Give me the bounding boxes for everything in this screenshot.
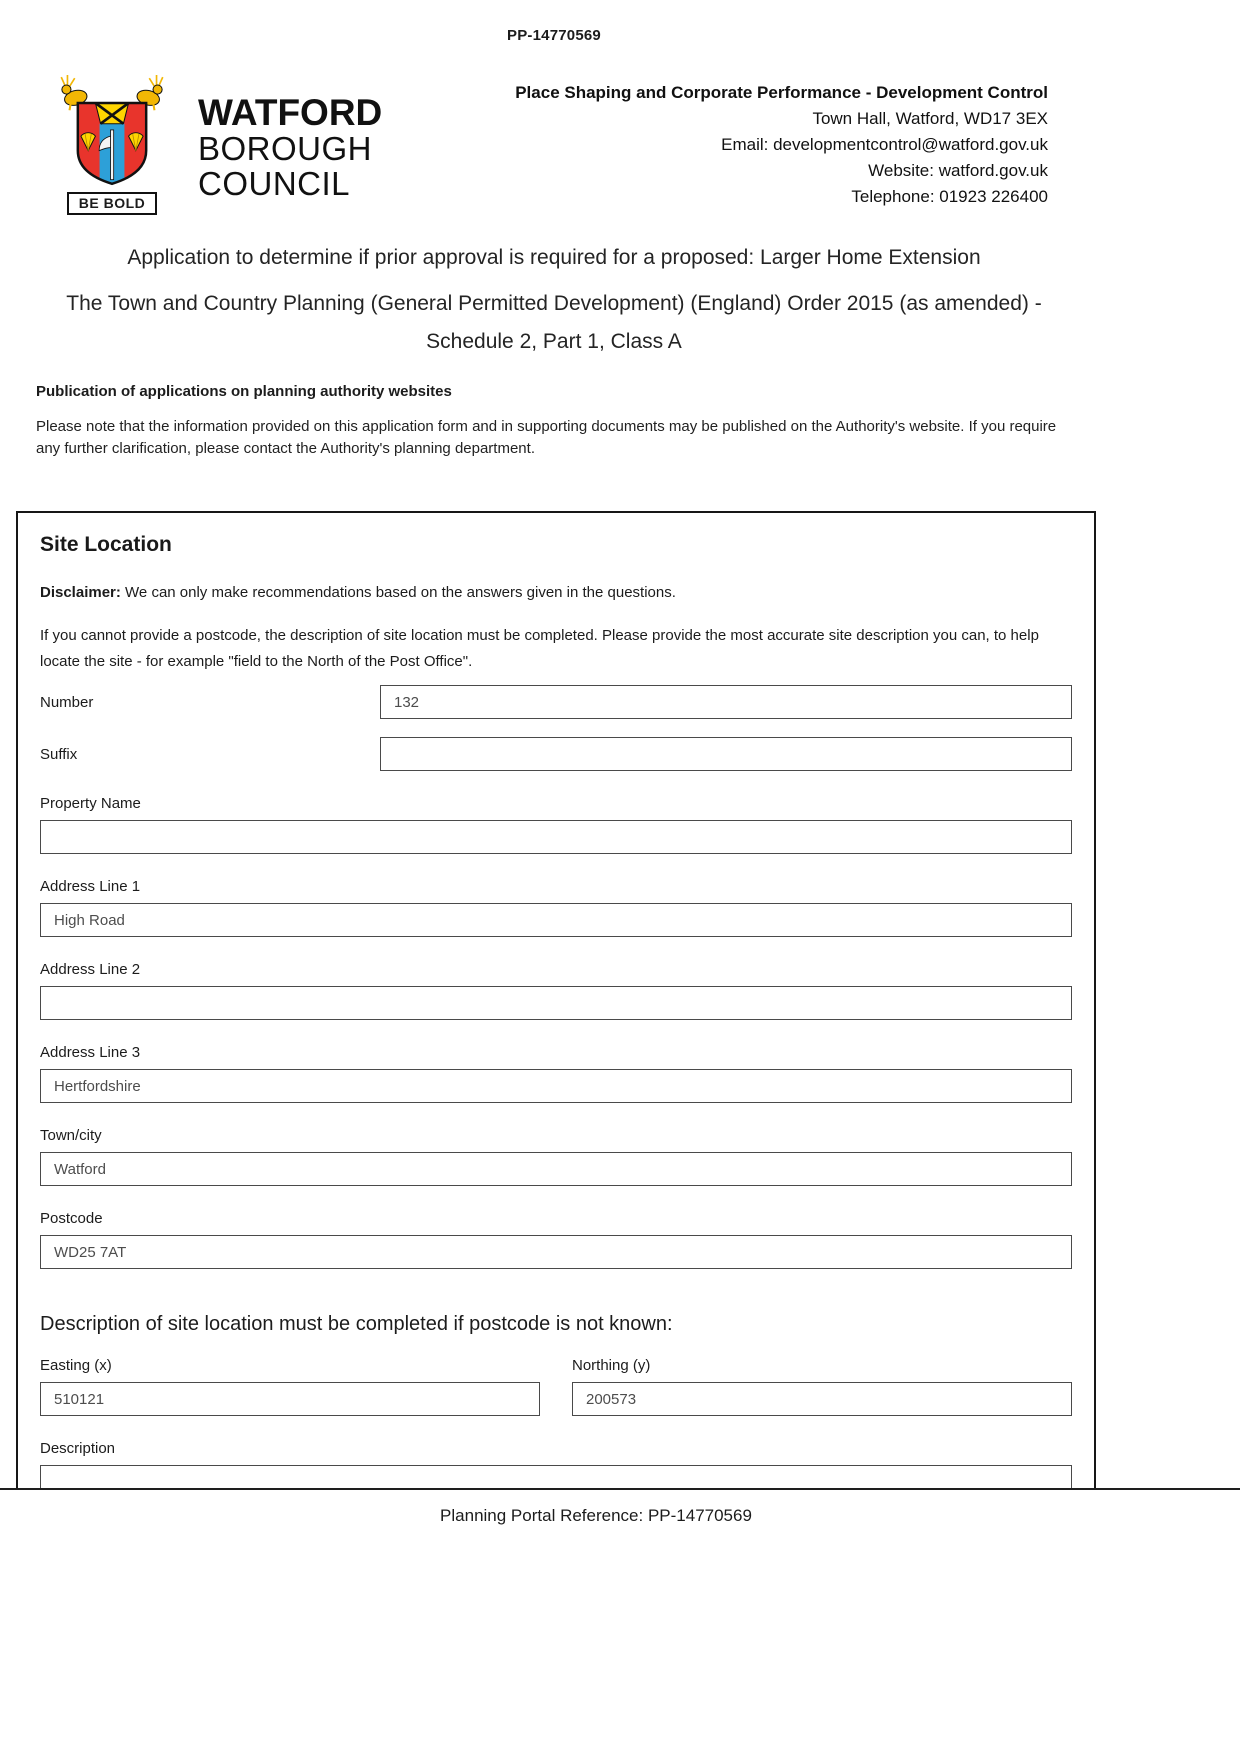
council-crest-icon — [47, 74, 177, 190]
department-name: Place Shaping and Corporate Performance - Development Control — [515, 83, 1048, 102]
easting-input[interactable] — [40, 1382, 540, 1416]
publication-heading: Publication of applications on planning authority websites — [36, 383, 452, 400]
form-header — [36, 74, 1072, 215]
planning-portal-reference: Planning Portal Reference: PP-14770569 — [440, 1506, 752, 1525]
address-line-3-field — [40, 1044, 1072, 1103]
council-wordmark — [198, 94, 382, 201]
northing-field — [572, 1337, 1072, 1416]
address-line-2-label: Address Line 2 — [40, 961, 141, 978]
description-section-heading: Description of site location must be completed if postcode is not known: — [40, 1313, 673, 1335]
council-crest-logo — [36, 74, 188, 215]
description-field — [40, 1440, 1072, 1488]
suffix-field-row — [40, 737, 1072, 771]
town-city-field — [40, 1127, 1072, 1186]
application-title: Application to determine if prior approval is required for a proposed: Larger Home Extension — [127, 246, 981, 269]
authority-contact-block — [515, 74, 1072, 210]
postcode-field — [40, 1210, 1072, 1269]
address-line-1-input[interactable] — [40, 903, 1072, 937]
address-line-3-input[interactable] — [40, 1069, 1072, 1103]
authority-website: Website: watford.gov.uk — [868, 161, 1048, 180]
number-input[interactable] — [380, 685, 1072, 719]
property-name-input[interactable] — [40, 820, 1072, 854]
page-content — [36, 0, 1072, 460]
coordinates-row — [40, 1337, 1072, 1416]
address-line-2-input[interactable] — [40, 986, 1072, 1020]
application-subtitle: The Town and Country Planning (General Permitted Development) (England) Order 2015 (as amended) - Schedule 2, Part 1, Class A — [66, 292, 1042, 353]
property-name-label: Property Name — [40, 795, 141, 812]
council-name-line2: BOROUGH — [198, 130, 373, 167]
number-field-row — [40, 685, 1072, 719]
council-name-line3: COUNCIL — [198, 165, 351, 202]
postcode-note: If you cannot provide a postcode, the description of site location must be completed. Please provide the most accurate site description you can, to help locate the site - for example "field to the North of the Post Office". — [40, 627, 1039, 670]
description-input[interactable] — [40, 1465, 1072, 1488]
town-city-label: Town/city — [40, 1127, 102, 1144]
site-location-section — [16, 511, 1096, 1488]
northing-input[interactable] — [572, 1382, 1072, 1416]
application-reference: PP-14770569 — [507, 27, 601, 44]
postcode-input[interactable] — [40, 1235, 1072, 1269]
crest-motto-banner: BE BOLD — [67, 192, 158, 215]
authority-email: Email: developmentcontrol@watford.gov.uk — [721, 135, 1048, 154]
address-line-2-field — [40, 961, 1072, 1020]
suffix-label: Suffix — [40, 746, 78, 763]
northing-label: Northing (y) — [572, 1357, 651, 1374]
publication-body: Please note that the information provided on this application form and in supporting documents may be published on the Authority's website. If you require any further clarification, please contact the Authority's planning department. — [36, 418, 1057, 457]
property-name-field — [40, 795, 1072, 854]
footer-divider — [0, 1488, 1240, 1490]
authority-address: Town Hall, Watford, WD17 3EX — [812, 109, 1048, 128]
disclaimer-label: Disclaimer: — [40, 584, 121, 601]
site-location-heading: Site Location — [40, 533, 172, 556]
easting-label: Easting (x) — [40, 1357, 112, 1374]
address-line-1-field — [40, 878, 1072, 937]
description-label: Description — [40, 1440, 116, 1457]
number-label: Number — [40, 694, 94, 711]
disclaimer-text — [40, 583, 1072, 603]
disclaimer-body: We can only make recommendations based on the answers given in the questions. — [120, 584, 676, 601]
easting-field — [40, 1337, 540, 1416]
suffix-input[interactable] — [380, 737, 1072, 771]
authority-telephone: Telephone: 01923 226400 — [851, 187, 1048, 206]
council-name-line1: WATFORD — [198, 92, 383, 133]
town-city-input[interactable] — [40, 1152, 1072, 1186]
postcode-label: Postcode — [40, 1210, 103, 1227]
address-line-1-label: Address Line 1 — [40, 878, 141, 895]
address-line-3-label: Address Line 3 — [40, 1044, 141, 1061]
